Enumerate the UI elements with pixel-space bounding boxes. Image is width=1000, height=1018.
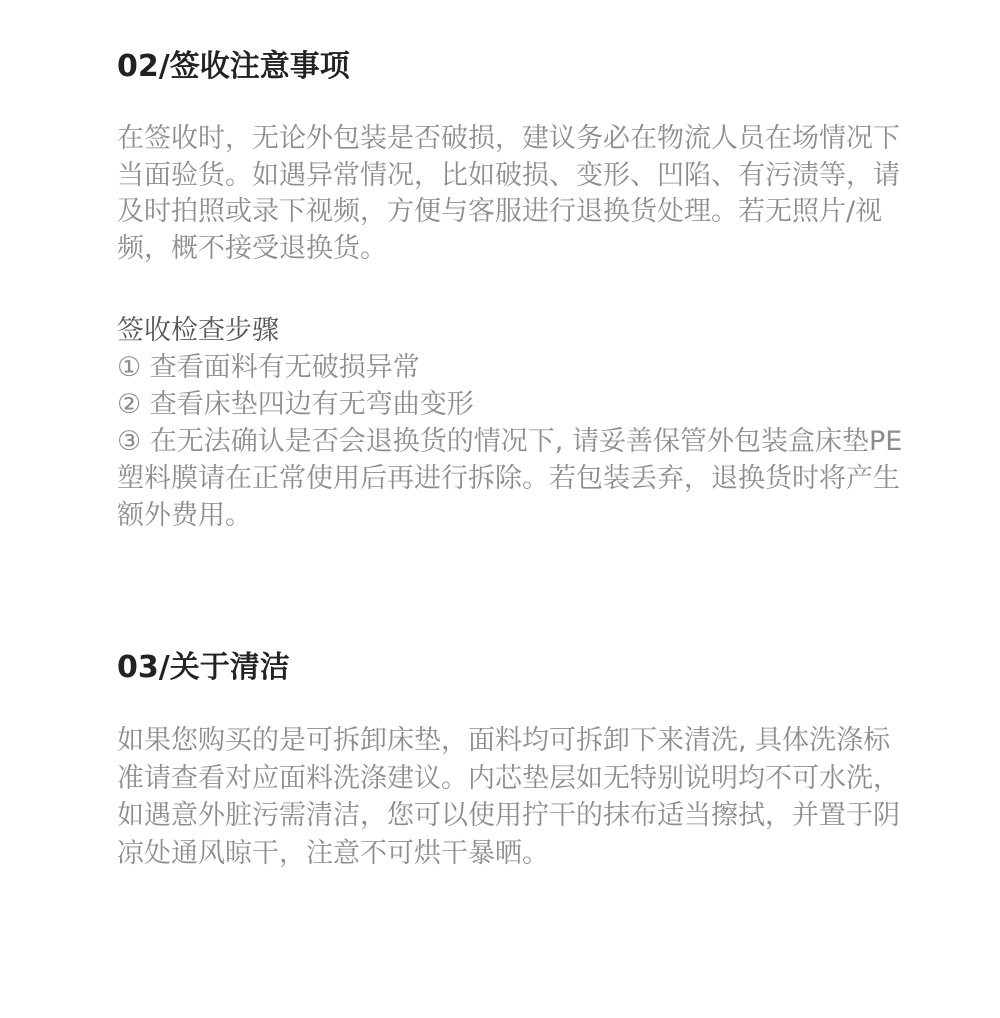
cleaning-paragraph: 如果您购买的是可拆卸床垫，面料均可拆卸下来清洗, 具体洗涤标准请查看对应面料洗涤建议。内芯垫层如无特别说明均不可水洗，如遇意外脏污需清洁，您可以使用拧干的抹布适当擦拭，并置于阴凉处通风晾干，注意不可烘干暴晒。 bbox=[117, 725, 900, 869]
inspection-steps-title: 签收检查步骤 bbox=[117, 315, 279, 346]
inspection-step-3: ③ 在无法确认是否会退换货的情况下, 请妥善保管外包装盒床垫PE塑料膜请在正常使用后再进行拆除。若包装丢弃，退换货时将产生额外费用。 bbox=[117, 426, 903, 531]
inspection-steps bbox=[117, 312, 917, 534]
receipt-notice-paragraph: 在签收时，无论外包装是否破损，建议务必在物流人员在场情况下当面验货。如遇异常情况，比如破损、变形、凹陷、有污渍等，请及时拍照或录下视频，方便与客服进行退换货处理。若无照片/视频，概不接受退换货。 bbox=[117, 123, 900, 264]
inspection-step-2: ② 查看床垫四边有无弯曲变形 bbox=[117, 389, 474, 420]
section-02-heading: 02/签收注意事项 bbox=[117, 49, 350, 84]
section-03-heading: 03/关于清洁 bbox=[117, 650, 290, 685]
inspection-step-1: ① 查看面料有无破损异常 bbox=[117, 352, 420, 383]
